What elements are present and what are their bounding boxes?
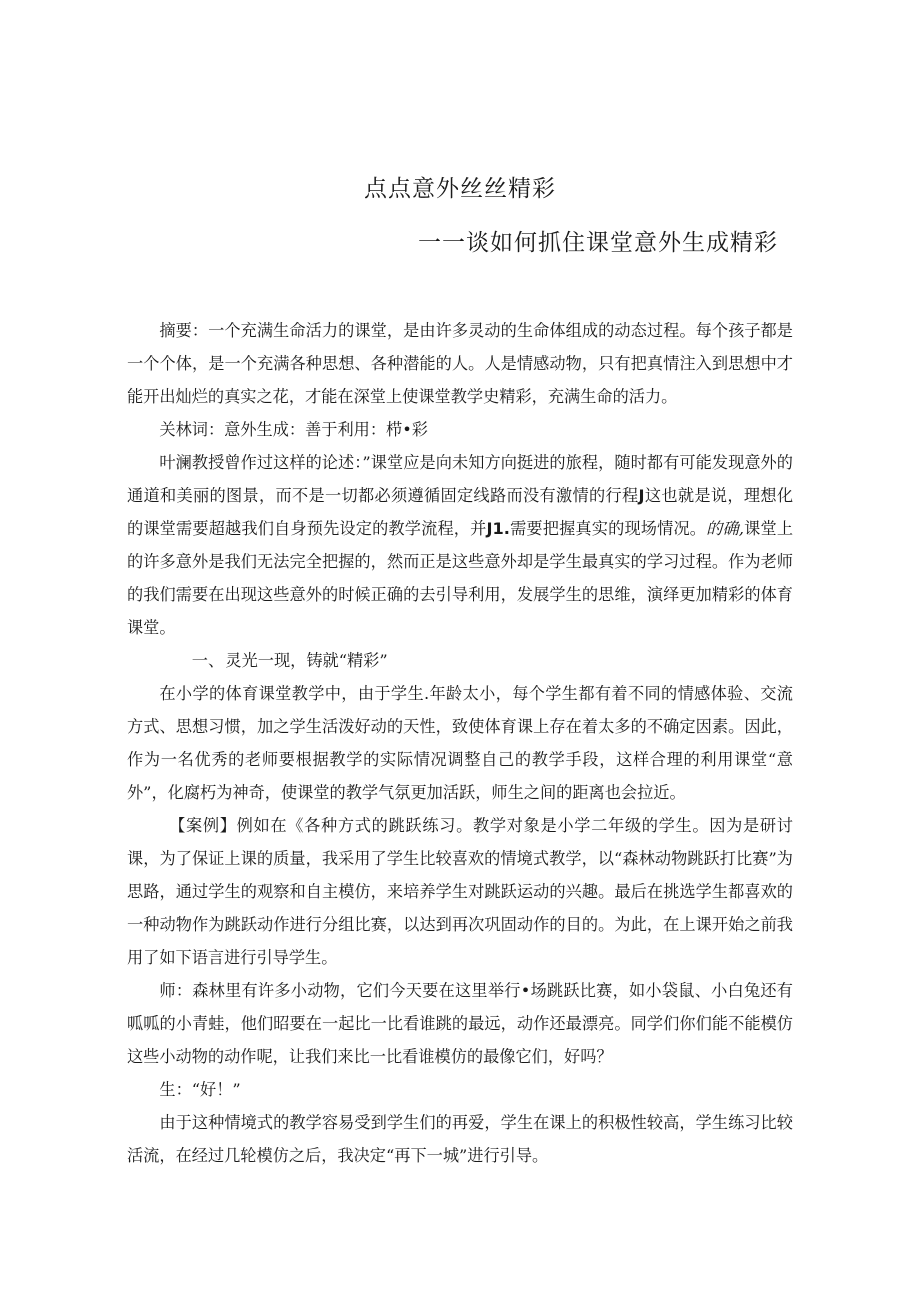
section-number: 一、	[191, 651, 225, 670]
section-heading	[127, 644, 793, 677]
intro-mark-1: J	[638, 486, 645, 505]
keywords-paragraph: 关林词：意外生成：善于利用：栉•彩	[159, 420, 428, 439]
intro-paragraph	[127, 446, 793, 644]
intro-text-1: 叶澜教授曾作过这样的论述：”课堂应是向未知方向挺进的旅程，随时都有可能发现意外的通道和美丽的图景，而不是一切都必须遵循固定线路而没有激情的行程	[127, 453, 793, 505]
abstract-paragraph: 摘要：一个充满生命活力的课堂，是由许多灵动的生命体组成的动态过程。每个孩子都是一个个体，是一个充满各种思想、各种潜能的人。人是情感动物，只有把真情注入到思想中才能开出灿烂的真实之花，才能在深堂上使课堂教学史精彩，充满生命的活力。	[127, 321, 793, 406]
section-paragraph-1: 在小学的体育课堂教学中，由于学生.年龄太小，每个学生都有着不同的情感体验、交流方式、思想习惯，加之学生活泼好动的天性，致使体育课上存在着太多的不确定因素。因此，作为一名优秀的老师要根据教学的实际情况调整自己的教学手段，这样合理的利用课堂“意外”，化腐朽为神奇，使课堂的教学气氛更加活跃，师生之间的距离也会拉近。	[127, 684, 793, 802]
intro-text-3: 需要把握真实的现场情况。	[509, 519, 707, 538]
intro-text-4: 课堂上的许多意外是我们无法完全把握的，然而正是这些意外却是学生最真实的学习过程。作为老师的我们需要在出现这些意外的时候正确的去引导利用，发展学生的思维，演绎更加精彩的体育课堂。	[127, 519, 794, 637]
teacher-dialogue: 师：森林里有许多小动物，它们今天要在这里举行•场跳跃比赛，如小袋鼠、小白兔还有呱呱的小青蛙，他们昭要在一起比一比看谁跳的最远，动作还最漂亮。同学们你们能不能模仿这些小动物的动作呢，让我们来比一比看谁模仿的最像它们，好吗？	[127, 981, 793, 1066]
intro-emphasis: 的确,	[706, 519, 744, 538]
intro-mark-2: J1.	[486, 519, 510, 538]
document-body	[127, 314, 793, 1172]
intro-text-2: 这也就是说，理想化的课堂需要超越我们自身预先设定的教学流程，并	[127, 486, 794, 538]
document-title: 点点意外丝丝精彩	[364, 176, 556, 202]
section-title: 灵光一现，铸就“精彩”	[225, 651, 388, 670]
section-paragraph-2: 由于这种情境式的教学容易受到学生们的再爱，学生在课上的积极性较高，学生练习比较活流，在经过几轮模仿之后，我决定“再下一城”进行引导。	[127, 1113, 793, 1165]
document-subtitle: 一一谈如何抓住课堂意外生成精彩	[418, 230, 778, 256]
student-dialogue: 生：“好！”	[159, 1080, 241, 1099]
case-paragraph: 【案例】例如在《各种方式的跳跃练习。教学对象是小学二年级的学生。因为是研讨课，为了保证上课的质量，我采用了学生比较喜欢的情境式教学，以“森林动物跳跃打比赛”为思路，通过学生的观察和自主模仿，来培养学生对跳跃运动的兴趣。最后在挑选学生都喜欢的一种动物作为跳跃动作进行分组比赛，以达到再次巩固动作的目的。为此，在上课开始之前我用了如下语言进行引导学生。	[127, 816, 793, 967]
